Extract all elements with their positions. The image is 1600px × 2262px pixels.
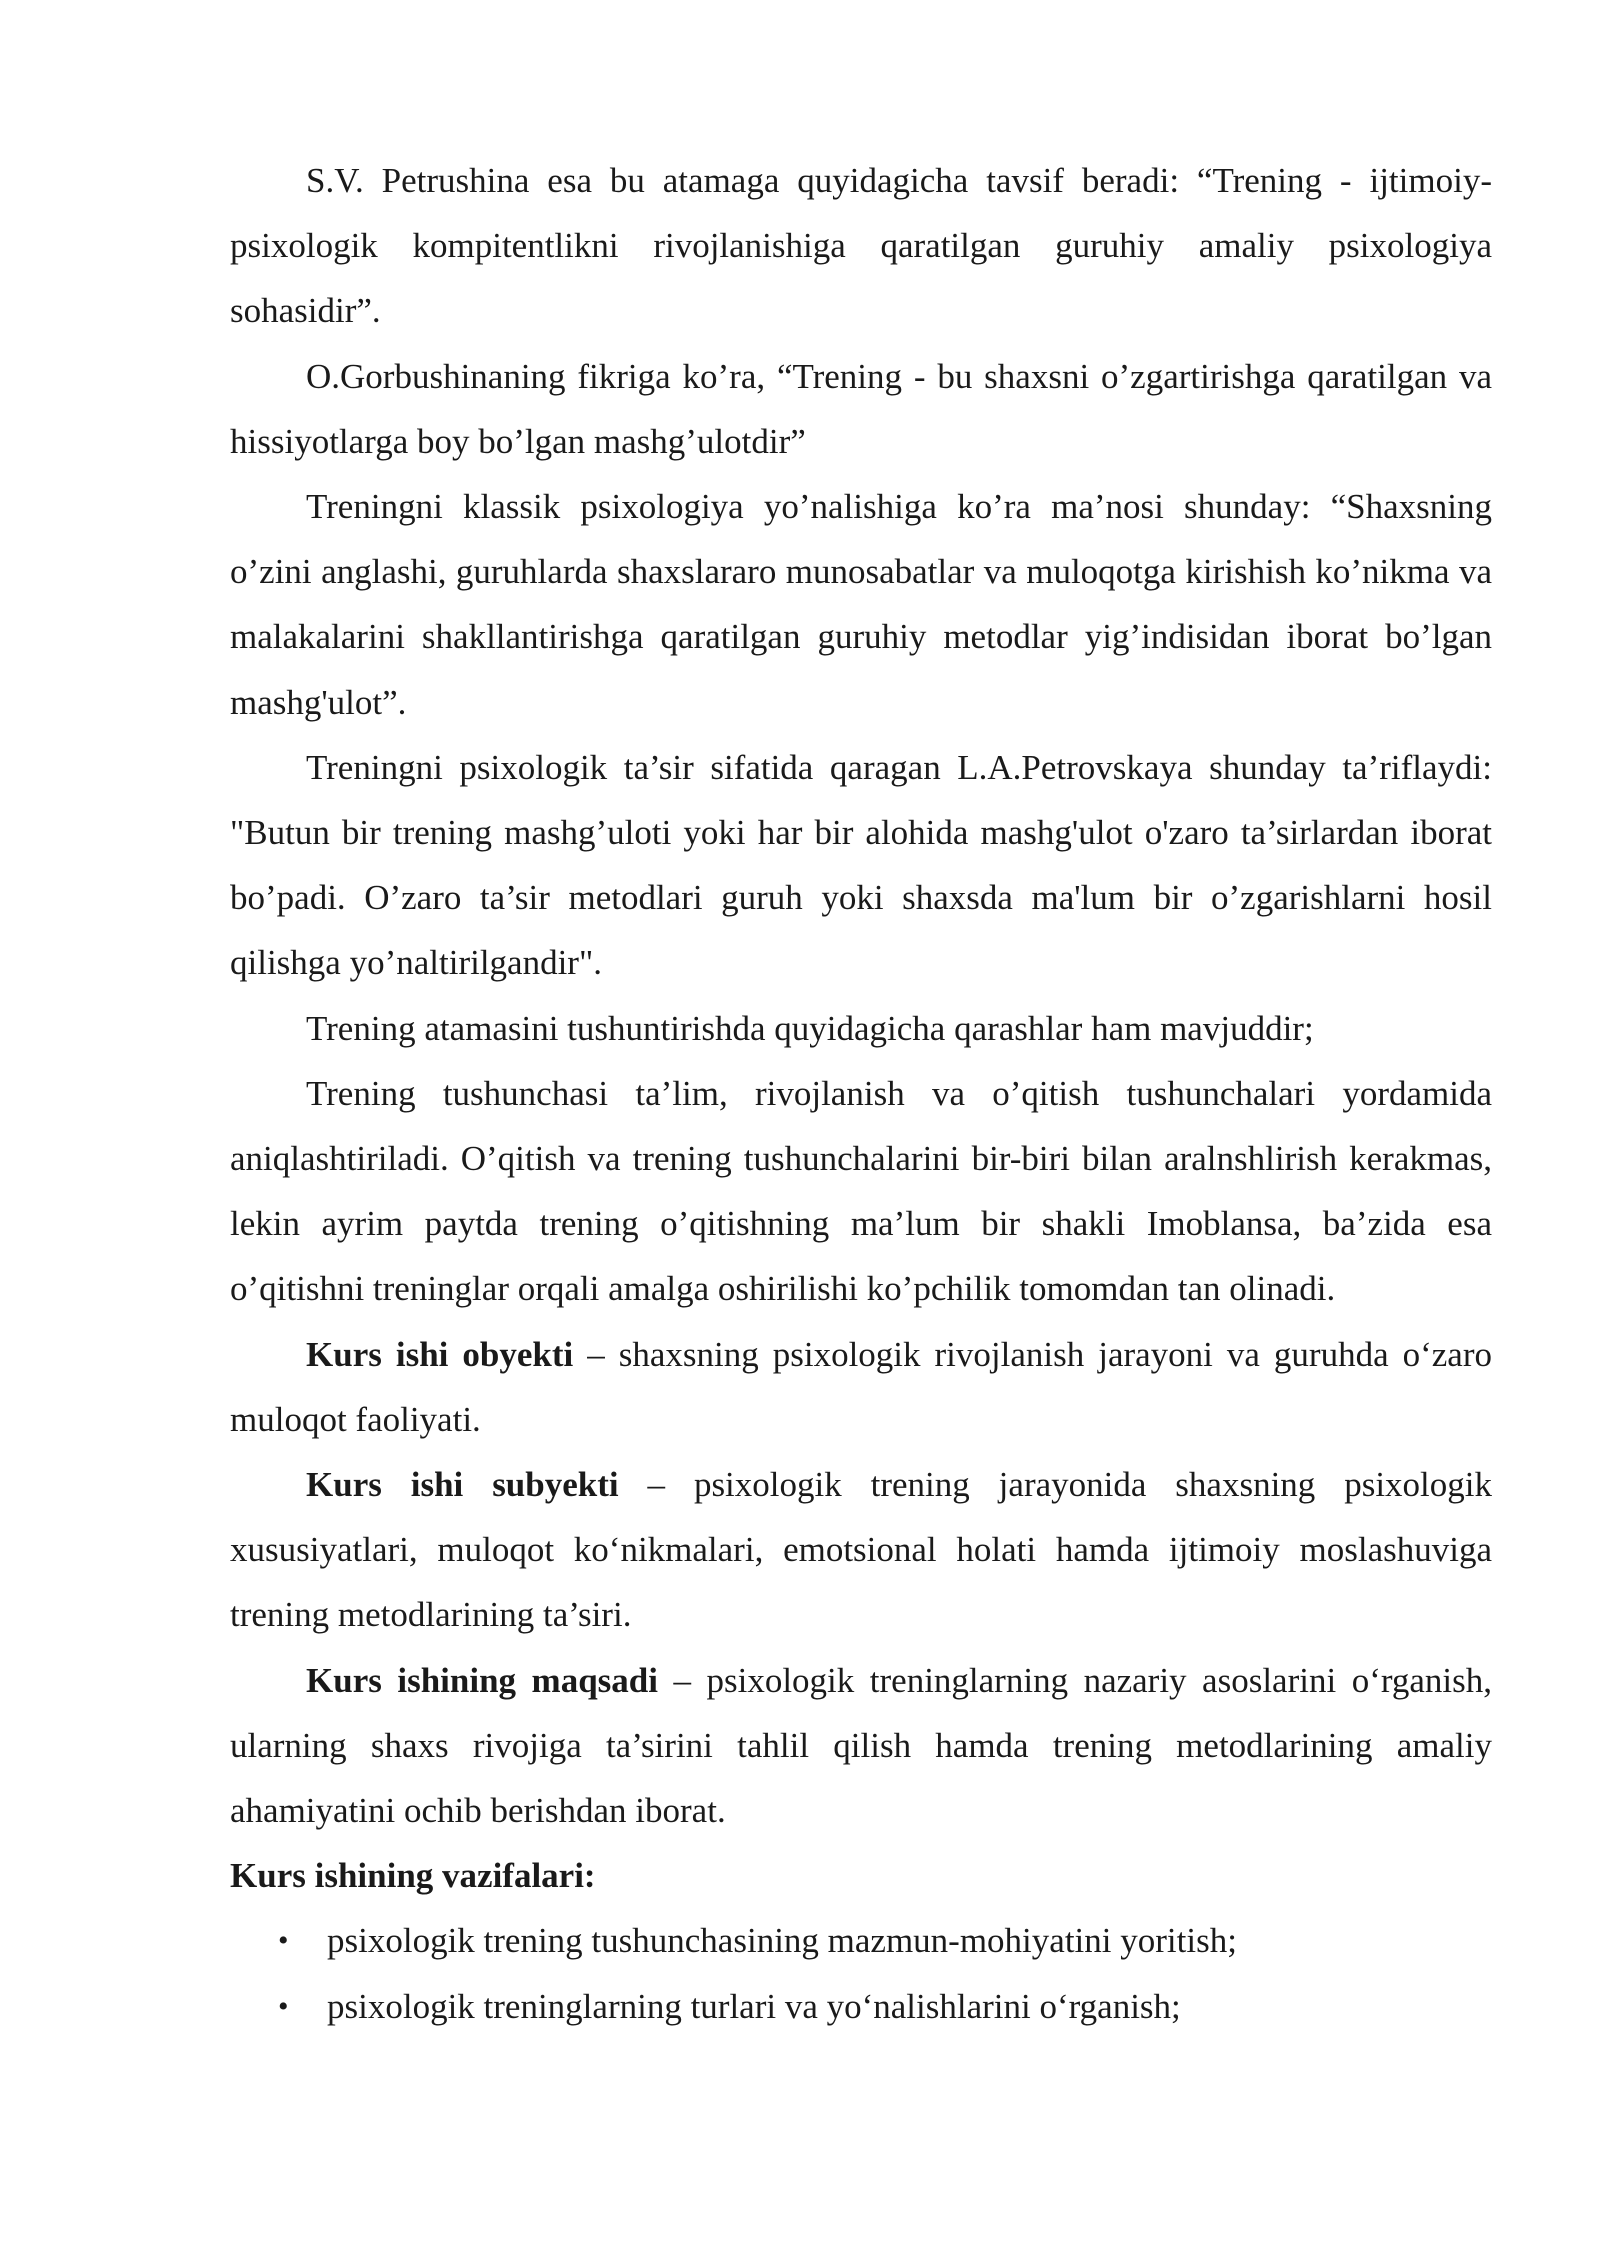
paragraph-text: Trening tushunchasi ta’lim, rivojlanish va o’qitish tushunchalari yordamida aniqlashtiriladi. O’qitish va trening tushunchalarini bir-biri bilan aralnshlirish kerakmas, lekin ayrim paytda trening o’qitishning ma’lum bir shakli Imoblansa, ba’zida esa o’qitishni treninglar orqali amalga oshirilishi ko’pchilik tomomdan tan olinadi. xyxy=(230,1073,1492,1309)
paragraph-petrovskaya xyxy=(230,735,1492,996)
paragraph-gorbushina xyxy=(230,344,1492,474)
paragraph-bold-term: Kurs ishi subyekti xyxy=(306,1465,619,1505)
list-item-text: psixologik trening tushunchasining mazmun-mohiyatini yoritish; xyxy=(327,1921,1237,1961)
document-page xyxy=(230,148,1492,2039)
paragraph-subject xyxy=(230,1452,1492,1648)
paragraph-classic-psychology xyxy=(230,474,1492,735)
list-item xyxy=(230,1908,1492,1973)
bullet-icon: • xyxy=(278,1924,289,1958)
paragraph-text: – psixologik treninglarning nazariy asoslarini o‘rganish, ularning shaxs rivojiga ta’sirini tahlil qilish hamda trening metodlarining amaliy ahamiyatini ochib berishdan iborat. xyxy=(230,1660,1493,1831)
paragraph-bold-term: Kurs ishining maqsadi xyxy=(306,1660,658,1700)
bullet-icon: • xyxy=(278,1989,289,2023)
paragraph-text: – psixologik trening jarayonida shaxsning psixologik xususiyatlari, muloqot ko‘nikmalari, emotsional holati hamda ijtimoiy moslashuviga trening metodlarining ta’siri. xyxy=(230,1465,1492,1635)
paragraph-text: Treningni psixologik ta’sir sifatida qaragan L.A.Petrovskaya shunday ta’riflaydi: "Butun bir trening mashg’uloti yoki har bir alohida mashg'ulot o'zaro ta’sirlardan iborat bo’padi. O’zaro ta’sir metodlari guruh yoki shaxsda ma'lum bir o’zgarishlarni hosil qilishga yo’naltirilgandir". xyxy=(230,747,1492,983)
tasks-list xyxy=(230,1908,1492,2038)
paragraph-goal xyxy=(230,1648,1492,1844)
list-item-text: psixologik treninglarning turlari va yo‘nalishlarini o‘rganish; xyxy=(327,1986,1181,2026)
paragraph-petrushina xyxy=(230,148,1492,344)
paragraph-text: S.V. Petrushina esa bu atamaga quyidagicha tavsif beradi: “Trening - ijtimoiy- psixologik kompitentlikni rivojlanishiga qaratilgan guruhiy amaliy psixologiya sohasidir”. xyxy=(230,161,1492,331)
paragraph-text: Trening atamasini tushuntirishda quyidagicha qarashlar ham mavjuddir; xyxy=(306,1008,1314,1048)
tasks-heading: Kurs ishining vazifalari: xyxy=(230,1856,596,1896)
paragraph-text: O.Gorbushinaning fikriga ko’ra, “Trening - bu shaxsni o’zgartirishga qaratilgan va hissiyotlarga boy bo’lgan mashg’ulotdir” xyxy=(230,356,1492,461)
paragraph-views-intro xyxy=(230,996,1492,1061)
paragraph-text: – shaxsning psixologik rivojlanish jarayoni va guruhda o‘zaro muloqot faoliyati. xyxy=(230,1334,1492,1439)
paragraph-text: Treningni klassik psixologiya yo’nalishiga ko’ra ma’nosi shunday: “Shaxsning o’zini anglashi, guruhlarda shaxslararo munosabatlar va muloqotga kirishish ko’nikma va malakalarini shakllantirishga qaratilgan guruhiy metodlar yig’indisidan iborat bo’lgan mashg'ulot”. xyxy=(230,487,1492,722)
paragraph-object xyxy=(230,1322,1492,1452)
list-item xyxy=(230,1974,1492,2039)
paragraph-bold-term: Kurs ishi obyekti xyxy=(306,1334,574,1374)
paragraph-training-concept xyxy=(230,1061,1492,1322)
